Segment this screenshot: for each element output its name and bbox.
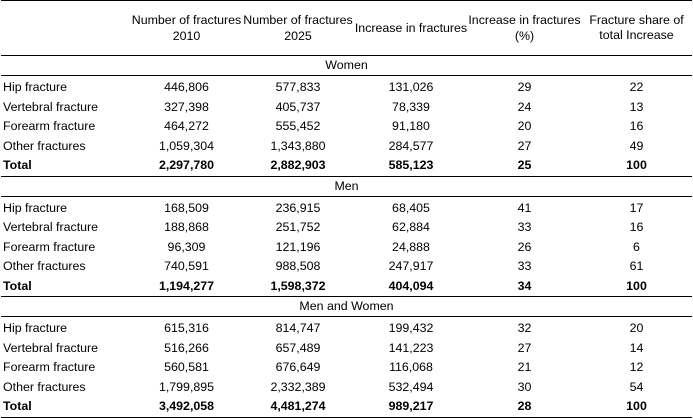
increase-cell: 199,432 xyxy=(388,321,434,336)
total-row xyxy=(1,156,692,176)
increase-percent-cell: 29 xyxy=(517,80,532,95)
row-label: Other fractures xyxy=(3,138,86,153)
share-cell: 100 xyxy=(581,397,692,417)
fractures-2010-cell: 188,868 xyxy=(164,220,209,235)
increase-cell: 68,405 xyxy=(392,200,430,215)
share-cell: 12 xyxy=(629,360,644,375)
increase-cell: 284,577 xyxy=(388,138,434,153)
row-label: Forearm fracture xyxy=(3,239,96,254)
table-row xyxy=(1,378,692,398)
increase-cell: 91,180 xyxy=(392,119,430,134)
fractures-2010-cell: 560,581 xyxy=(164,360,209,375)
share-cell: 22 xyxy=(629,80,644,95)
table-body xyxy=(1,56,692,418)
table-row xyxy=(1,137,692,157)
header-increase-percent: Increase in fractures (%) xyxy=(468,1,581,56)
increase-percent-cell: 20 xyxy=(517,119,532,134)
share-cell: 16 xyxy=(629,119,644,134)
increase-percent-cell: 41 xyxy=(517,200,532,215)
header-fractures-2025: Number of fractures 2025 xyxy=(242,1,354,56)
share-cell: 61 xyxy=(629,259,644,274)
fractures-2010-cell: 740,591 xyxy=(164,259,209,274)
share-cell: 6 xyxy=(633,239,640,254)
section-title: Men and Women xyxy=(1,297,692,317)
table-row xyxy=(1,117,692,137)
increase-percent-cell: 33 xyxy=(517,259,532,274)
row-label: Vertebral fracture xyxy=(3,99,99,114)
share-cell: 16 xyxy=(629,220,644,235)
header-share-of-total: Fracture share of total Increase xyxy=(581,1,692,56)
fractures-2025-cell: 4,481,274 xyxy=(242,397,354,417)
section-header-row xyxy=(1,56,692,76)
increase-cell: 404,094 xyxy=(354,277,468,297)
row-label: Vertebral fracture xyxy=(3,220,99,235)
fractures-2010-cell: 2,297,780 xyxy=(131,156,242,176)
share-cell: 49 xyxy=(629,138,644,153)
header-label-column xyxy=(1,1,131,56)
fractures-2025-cell: 676,649 xyxy=(275,360,321,375)
increase-cell: 141,223 xyxy=(388,340,434,355)
share-cell: 14 xyxy=(629,340,644,355)
increase-percent-cell: 24 xyxy=(517,99,532,114)
share-cell: 100 xyxy=(581,156,692,176)
fractures-2025-cell: 121,196 xyxy=(275,239,321,254)
fractures-2010-cell: 516,266 xyxy=(164,340,209,355)
fractures-2010-cell: 446,806 xyxy=(164,80,209,95)
share-cell: 54 xyxy=(629,379,644,394)
fractures-2010-cell: 464,272 xyxy=(164,119,209,134)
increase-percent-cell: 33 xyxy=(517,220,532,235)
increase-cell: 78,339 xyxy=(392,99,430,114)
increase-percent-cell: 34 xyxy=(468,277,581,297)
share-cell: 13 xyxy=(629,99,644,114)
total-row xyxy=(1,277,692,297)
table-row xyxy=(1,98,692,118)
section-title: Men xyxy=(1,176,692,196)
section-header-row xyxy=(1,297,692,317)
table-row xyxy=(1,238,692,258)
increase-percent-cell: 26 xyxy=(517,239,532,254)
increase-cell: 989,217 xyxy=(354,397,468,417)
fractures-2010-cell: 1,059,304 xyxy=(158,138,215,153)
increase-percent-cell: 30 xyxy=(517,379,532,394)
fractures-2025-cell: 988,508 xyxy=(275,259,321,274)
total-label: Total xyxy=(1,277,131,297)
header-row xyxy=(1,1,692,56)
fractures-2010-cell: 3,492,058 xyxy=(131,397,242,417)
increase-percent-cell: 27 xyxy=(517,340,532,355)
fractures-2025-cell: 251,752 xyxy=(275,220,321,235)
increase-cell: 131,026 xyxy=(388,80,434,95)
increase-percent-cell: 28 xyxy=(468,397,581,417)
table-row xyxy=(1,257,692,277)
section-header-row xyxy=(1,176,692,196)
table-row xyxy=(1,218,692,238)
increase-cell: 116,068 xyxy=(389,360,433,375)
fractures-2025-cell: 2,332,389 xyxy=(270,379,326,394)
fractures-2010-cell: 168,509 xyxy=(164,200,209,215)
row-label: Other fractures xyxy=(3,379,86,394)
fractures-2025-cell: 577,833 xyxy=(275,80,321,95)
fractures-2025-cell: 1,343,880 xyxy=(270,138,326,153)
table-row xyxy=(1,358,692,378)
fractures-2025-cell: 657,489 xyxy=(275,340,321,355)
table-row xyxy=(1,76,692,98)
fractures-2010-cell: 1,799,895 xyxy=(158,379,215,394)
increase-percent-cell: 25 xyxy=(468,156,581,176)
increase-cell: 585,123 xyxy=(354,156,468,176)
row-label: Forearm fracture xyxy=(3,119,96,134)
fractures-2025-cell: 236,915 xyxy=(275,200,321,215)
share-cell: 20 xyxy=(629,321,644,336)
row-label: Hip fracture xyxy=(3,80,68,95)
header-fractures-2010: Number of fractures 2010 xyxy=(131,1,242,56)
section-title: Women xyxy=(1,56,692,76)
fractures-2010-cell: 327,398 xyxy=(164,99,209,114)
row-label: Hip fracture xyxy=(3,321,68,336)
total-row xyxy=(1,397,692,417)
increase-cell: 62,884 xyxy=(392,220,430,235)
increase-cell: 532,494 xyxy=(388,379,434,394)
fractures-2025-cell: 1,598,372 xyxy=(242,277,354,297)
increase-cell: 24,888 xyxy=(392,239,430,254)
table-row xyxy=(1,317,692,339)
fractures-2010-cell: 96,309 xyxy=(167,239,206,254)
increase-percent-cell: 27 xyxy=(517,138,532,153)
fractures-2010-cell: 1,194,277 xyxy=(131,277,242,297)
table-row xyxy=(1,339,692,359)
fractures-2025-cell: 814,747 xyxy=(275,321,321,336)
increase-percent-cell: 21 xyxy=(517,360,532,375)
share-cell: 100 xyxy=(581,277,692,297)
fractures-2025-cell: 405,737 xyxy=(275,99,321,114)
total-label: Total xyxy=(1,397,131,417)
fractures-2010-cell: 615,316 xyxy=(164,321,209,336)
fractures-2025-cell: 555,452 xyxy=(275,119,321,134)
row-label: Forearm fracture xyxy=(3,360,96,375)
increase-percent-cell: 32 xyxy=(517,321,532,336)
table-row xyxy=(1,196,692,218)
row-label: Vertebral fracture xyxy=(3,340,99,355)
row-label: Other fractures xyxy=(3,259,86,274)
share-cell: 17 xyxy=(629,200,644,215)
header-increase: Increase in fractures xyxy=(354,1,468,56)
fracture-table xyxy=(1,0,692,418)
row-label: Hip fracture xyxy=(3,200,68,215)
fractures-2025-cell: 2,882,903 xyxy=(242,156,354,176)
increase-cell: 247,917 xyxy=(388,259,434,274)
total-label: Total xyxy=(1,156,131,176)
